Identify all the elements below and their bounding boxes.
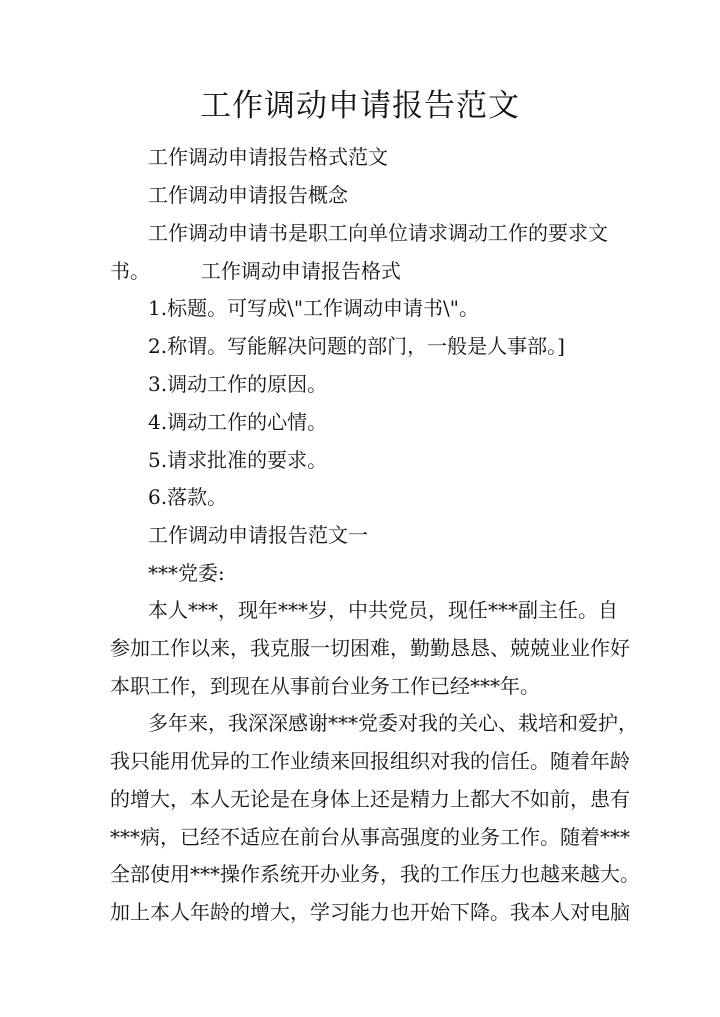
document-title: 工作调动申请报告范文 [200, 88, 520, 124]
text-line: 1.标题。可写成\"工作调动申请书\"。 [148, 296, 479, 320]
text-line: 的增大，本人无论是在身体上还是精力上都大不如前，患有 [110, 787, 630, 811]
text-line: 工作调动申请报告概念 [148, 183, 348, 207]
text-line: 工作调动申请报告格式范文 [148, 145, 388, 169]
text-line: 多年来，我深深感谢***党委对我的关心、栽培和爱护， [148, 711, 638, 735]
text-line: 3.调动工作的原因。 [148, 372, 328, 396]
text-line: 参加工作以来，我克服一切困难，勤勤恳恳、兢兢业业作好 [110, 636, 630, 660]
text-line: 工作调动申请报告范文一 [148, 523, 368, 547]
text-line: 我只能用优异的工作业绩来回报组织对我的信任。随着年龄 [110, 749, 630, 773]
text-line: ***病，已经不适应在前台从事高强度的业务工作。随着*** [110, 825, 630, 849]
text-line: 2.称谓。写能解决问题的部门，一般是人事部。] [148, 334, 565, 358]
text-line: 6.落款。 [148, 485, 228, 509]
text-line: ***党委: [148, 561, 225, 585]
text-line: 4.调动工作的心情。 [148, 410, 328, 434]
text-line: 5.请求批准的要求。 [148, 448, 328, 472]
text-line: 加上本人年龄的增大，学习能力也开始下降。我本人对电脑 [110, 900, 630, 924]
text-line: 本人***，现年***岁，中共党员，现任***副主任。自 [148, 598, 618, 622]
text-line: 工作调动申请书是职工向单位请求调动工作的要求文 [148, 221, 608, 245]
text-line: 书。 工作调动申请报告格式 [110, 259, 401, 283]
text-line: 本职工作，到现在从事前台业务工作已经***年。 [110, 674, 540, 698]
text-line: 全部使用***操作系统开办业务，我的工作压力也越来越大。 [110, 862, 640, 886]
